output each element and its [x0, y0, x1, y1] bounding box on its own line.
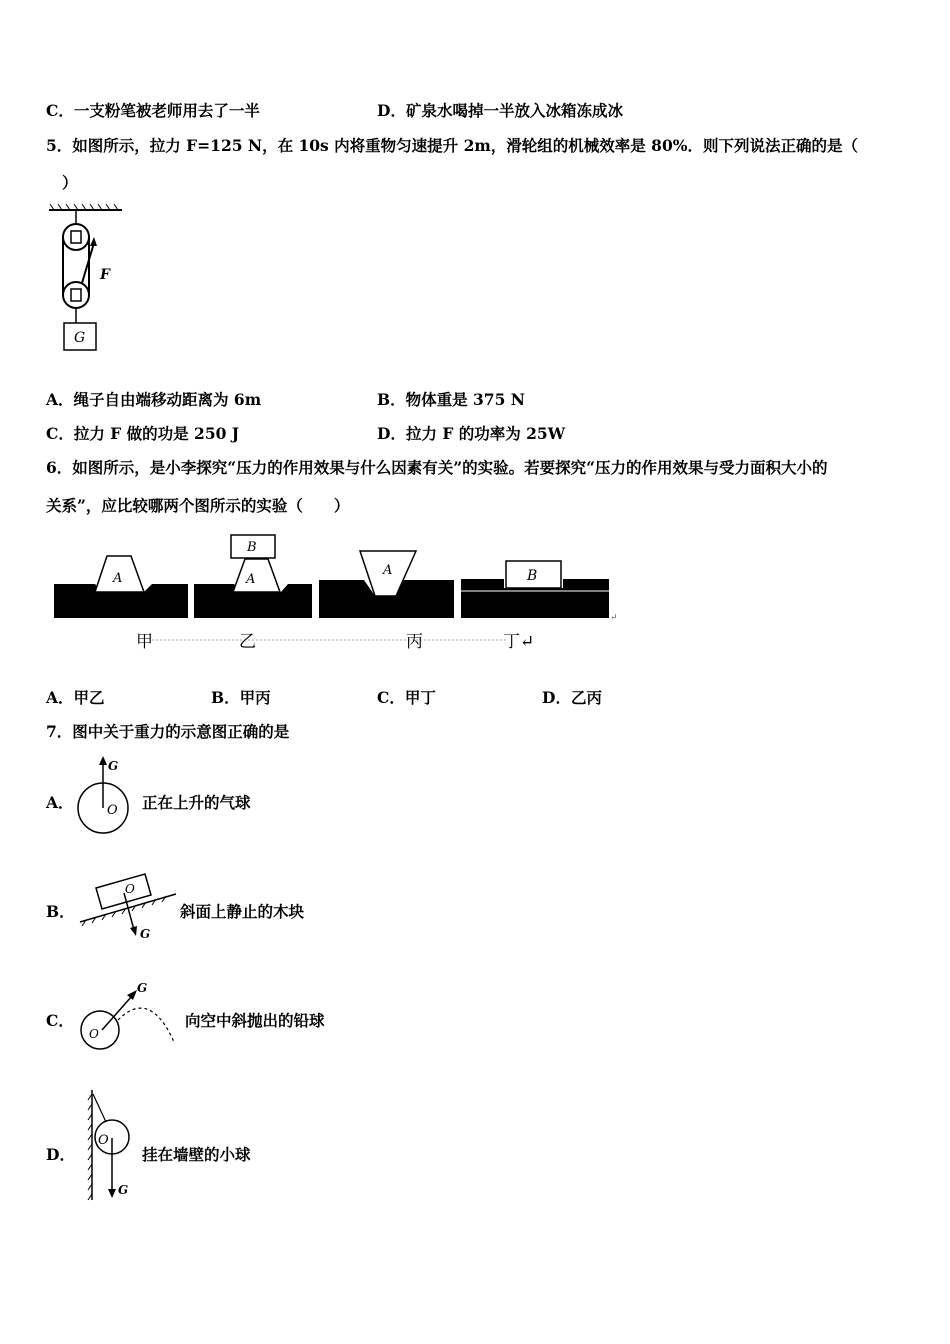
q4-option-c: C．一支粉笔被老师用去了一半 — [46, 101, 260, 120]
balloon-figure — [76, 756, 136, 838]
q5-option-d: D．拉力 F 的功率为 25W — [377, 424, 566, 443]
q4-option-d: D．矿泉水喝掉一半放入冰箱冻成冰 — [377, 101, 623, 120]
q6-stem: 6．如图所示，是小李探究“压力的作用效果与什么因素有关”的实验。若要探究“压力的作用效果与受力面积大小的 — [46, 458, 828, 477]
sponge-bing-block-label: A — [383, 563, 393, 578]
q5-option-b: B．物体重是 375 N — [377, 390, 525, 409]
shot-put-figure — [80, 978, 180, 1056]
sponge-ding-block-label: B — [527, 568, 538, 584]
q6-option-d: D．乙丙 — [542, 688, 602, 707]
q7-option-a-letter: A． — [46, 793, 74, 812]
block-g-label: G — [140, 927, 151, 941]
q7-option-c-letter: C． — [46, 1011, 74, 1030]
sponge-yi-top-label: B — [247, 540, 257, 555]
q6-option-c: C．甲丁 — [377, 688, 436, 707]
sponge-yi-block-label: A — [246, 572, 256, 587]
caption-bing: 丙 — [406, 632, 423, 652]
wall-ball-o-label: O — [98, 1133, 109, 1148]
pressure-experiment-figure — [52, 530, 622, 658]
q6-option-b: B．甲丙 — [211, 688, 271, 707]
caption-yi: 乙 — [239, 632, 256, 652]
return-mark: ↵ — [610, 613, 618, 623]
balloon-o-label: O — [107, 803, 118, 818]
pulley-figure — [44, 203, 134, 355]
q7-option-b-letter: B． — [46, 902, 75, 921]
q6-option-a: A．甲乙 — [46, 688, 105, 707]
q7-option-a-text: 正在上升的气球 — [142, 793, 251, 812]
q7-option-d-letter: D． — [46, 1145, 75, 1164]
q7-stem: 7．图中关于重力的示意图正确的是 — [46, 722, 290, 741]
shot-g-label: G — [137, 981, 148, 995]
q5-stem-close: ） — [62, 173, 78, 192]
q5-option-a: A．绳子自由端移动距离为 6m — [46, 390, 262, 409]
wall-ball-figure — [84, 1088, 144, 1204]
shot-o-label: O — [89, 1027, 99, 1041]
q7-option-b-text: 斜面上静止的木块 — [180, 902, 305, 921]
q5-option-c: C．拉力 F 做的功是 250 J — [46, 424, 240, 443]
block-o-label: O — [125, 882, 135, 896]
pulley-weight-label: G — [74, 330, 86, 346]
incline-block-figure — [78, 868, 182, 942]
wall-ball-g-label: G — [118, 1183, 129, 1197]
q7-option-c-text: 向空中斜抛出的铅球 — [185, 1011, 325, 1030]
q6-stem-line2: 关系”，应比较哪两个图所示的实验（ ） — [46, 496, 350, 515]
sponge-jia-block-label: A — [113, 571, 123, 586]
pulley-force-label: F — [100, 267, 110, 283]
balloon-g-label: G — [108, 759, 119, 773]
caption-jia: 甲 — [136, 632, 153, 652]
caption-ding: 丁↵ — [503, 632, 535, 652]
q7-option-d-text: 挂在墙壁的小球 — [142, 1145, 251, 1164]
q5-stem: 5．如图所示，拉力 F=125 N，在 10s 内将重物匀速提升 2m，滑轮组的机械效率是 80%．则下列说法正确的是（ — [46, 136, 858, 155]
